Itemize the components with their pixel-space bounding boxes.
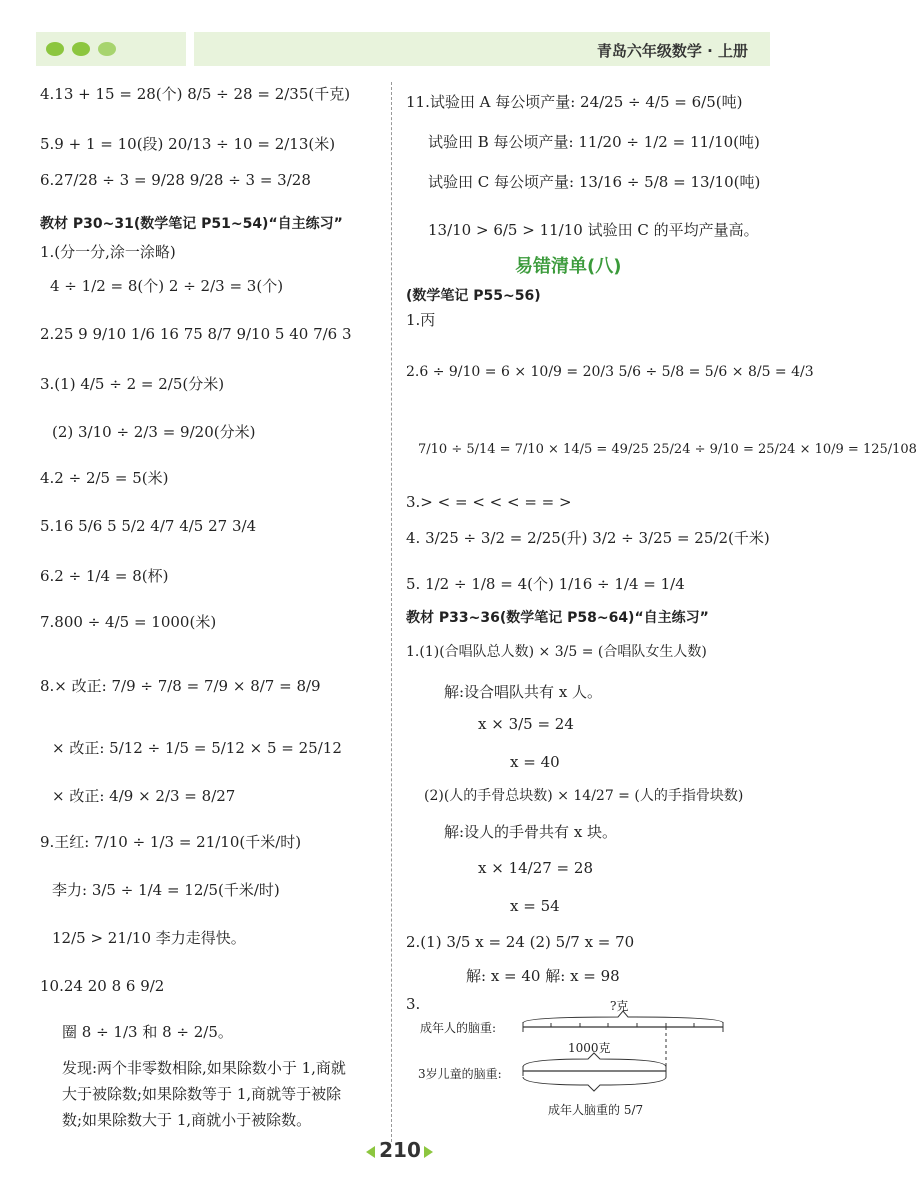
left-line: 12/5 > 21/10 李力走得快。 bbox=[52, 929, 246, 947]
right-line: 3. bbox=[406, 995, 421, 1013]
section-heading: 教材 P30~31(数学笔记 P51~54)“自主练习” bbox=[40, 216, 343, 232]
left-line: 9.王红: 7/10 ÷ 1/3 = 21/10(千米/时) bbox=[40, 833, 302, 851]
fraction-label: 成年人脑重的 5/7 bbox=[548, 1103, 644, 1117]
left-line: 7.800 ÷ 4/5 = 1000(米) bbox=[40, 613, 217, 631]
adult-label: 成年人的脑重: bbox=[420, 1021, 497, 1035]
child-label: 3岁儿童的脑重: bbox=[418, 1067, 502, 1081]
right-line: 2.6 ÷ 9/10 = 6 × 10/9 = 20/3 5/6 ÷ 5/8 = 5/6 × 8/5 = 4/3 bbox=[406, 364, 814, 380]
right-line: 4. 3/25 ÷ 3/2 = 2/25(升) 3/2 ÷ 3/25 = 25/2(千米) bbox=[406, 529, 770, 547]
right-line: 解: x = 40 解: x = 98 bbox=[466, 967, 620, 985]
right-line: x = 40 bbox=[510, 753, 560, 771]
left-line: 圈 8 ÷ 1/3 和 8 ÷ 2/5。 bbox=[62, 1023, 233, 1041]
right-line: 7/10 ÷ 5/14 = 7/10 × 14/5 = 49/25 25/24 ÷ 9/10 = 25/24 × 10/9 = 125/108 bbox=[418, 442, 917, 457]
right-line: 2.(1) 3/5 x = 24 (2) 5/7 x = 70 bbox=[406, 933, 635, 951]
known-label: 1000克 bbox=[568, 1041, 611, 1055]
left-line: 3.(1) 4/5 ÷ 2 = 2/5(分米) bbox=[40, 375, 225, 393]
right-line: 1.(1)(合唱队总人数) × 3/5 = (合唱队女生人数) bbox=[406, 644, 707, 660]
right-line: 1.丙 bbox=[406, 311, 436, 329]
right-line: (2)(人的手骨总块数) × 14/27 = (人的手指骨块数) bbox=[424, 788, 744, 804]
right-line: 试验田 B 每公顷产量: 11/20 ÷ 1/2 = 11/10(吨) bbox=[428, 133, 760, 151]
left-line: 4 ÷ 1/2 = 8(个) 2 ÷ 2/3 = 3(个) bbox=[50, 277, 284, 295]
left-line: 2.25 9 9/10 1/6 16 75 8/7 9/10 5 40 7/6 3 bbox=[40, 325, 352, 343]
left-line: × 改正: 4/9 × 2/3 = 8/27 bbox=[52, 787, 236, 805]
left-line: (2) 3/10 ÷ 2/3 = 9/20(分米) bbox=[52, 423, 256, 441]
left-line: 6.2 ÷ 1/4 = 8(杯) bbox=[40, 567, 169, 585]
right-line: 5. 1/2 ÷ 1/8 = 4(个) 1/16 ÷ 1/4 = 1/4 bbox=[406, 575, 685, 593]
section-heading: 教材 P33~36(数学笔记 P58~64)“自主练习” bbox=[406, 610, 709, 626]
left-line: 10.24 20 8 6 9/2 bbox=[40, 977, 165, 995]
left-line: 大于被除数;如果除数等于 1,商就等于被除 bbox=[62, 1085, 342, 1103]
unknown-label: ?克 bbox=[610, 999, 629, 1013]
page-number: 210 bbox=[379, 1138, 421, 1162]
right-line: 解:设人的手骨共有 x 块。 bbox=[444, 823, 618, 841]
right-line: x = 54 bbox=[510, 897, 560, 915]
left-line: 4.2 ÷ 2/5 = 5(米) bbox=[40, 469, 169, 487]
left-line: 6.27/28 ÷ 3 = 9/28 9/28 ÷ 3 = 3/28 bbox=[40, 171, 311, 189]
section-heading: (数学笔记 P55~56) bbox=[406, 288, 541, 304]
right-line: 3.> < = < < < = = > bbox=[406, 493, 572, 511]
left-line: 李力: 3/5 ÷ 1/4 = 12/5(千米/时) bbox=[52, 881, 280, 899]
dot-icon bbox=[98, 42, 116, 56]
left-line: 1.(分一分,涂一涂略) bbox=[40, 243, 176, 261]
dot-icon bbox=[72, 42, 90, 56]
dot-icon bbox=[46, 42, 64, 56]
right-line: x × 3/5 = 24 bbox=[478, 715, 574, 733]
section-title: 易错清单(八) bbox=[515, 256, 622, 277]
left-line: 5.16 5/6 5 5/2 4/7 4/5 27 3/4 bbox=[40, 517, 257, 535]
next-arrow-icon bbox=[424, 1146, 433, 1158]
left-line: 数;如果除数大于 1,商就小于被除数。 bbox=[62, 1111, 312, 1129]
left-line: 发现:两个非零数相除,如果除数小于 1,商就 bbox=[62, 1059, 346, 1077]
left-line: 8.× 改正: 7/9 ÷ 7/8 = 7/9 × 8/7 = 8/9 bbox=[40, 677, 321, 695]
header-title: 青岛六年级数学 · 上册 bbox=[596, 42, 748, 60]
left-line: × 改正: 5/12 ÷ 1/5 = 5/12 × 5 = 25/12 bbox=[52, 739, 342, 757]
left-line: 4.13 + 15 = 28(个) 8/5 ÷ 28 = 2/35(千克) bbox=[40, 85, 351, 103]
header-band bbox=[36, 32, 770, 66]
right-line: x × 14/27 = 28 bbox=[478, 859, 593, 877]
right-line: 11.试验田 A 每公顷产量: 24/25 ÷ 4/5 = 6/5(吨) bbox=[406, 93, 743, 111]
right-line: 解:设合唱队共有 x 人。 bbox=[444, 683, 603, 701]
column-divider bbox=[391, 82, 392, 1142]
left-line: 5.9 + 1 = 10(段) 20/13 ÷ 10 = 2/13(米) bbox=[40, 135, 336, 153]
right-line: 试验田 C 每公顷产量: 13/16 ÷ 5/8 = 13/10(吨) bbox=[428, 173, 761, 191]
right-line: 13/10 > 6/5 > 11/10 试验田 C 的平均产量高。 bbox=[428, 221, 759, 239]
